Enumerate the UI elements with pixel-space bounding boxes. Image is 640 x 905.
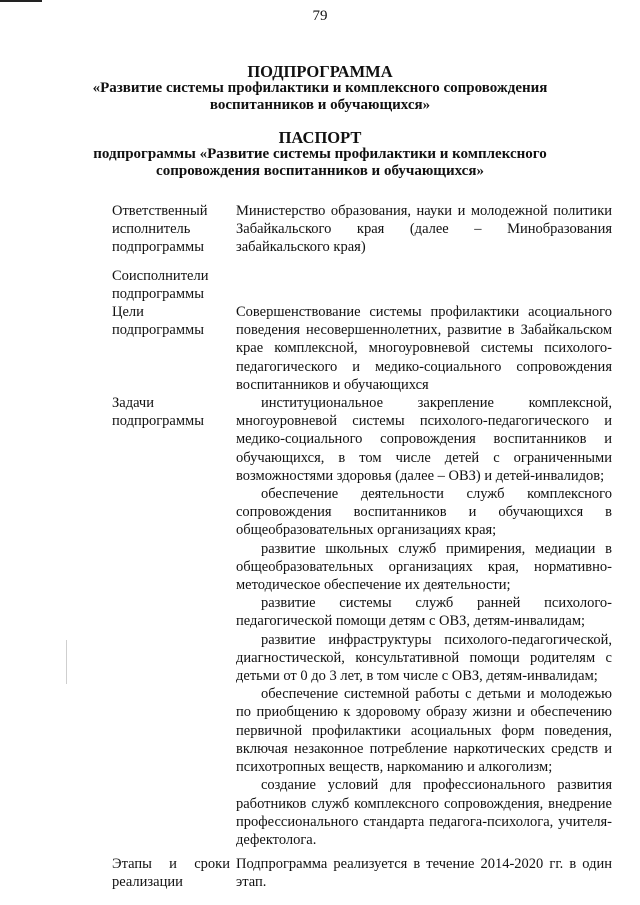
task-item: обеспечение деятельности служб комплексного сопровождения воспитанников и обучающихся в общеобразовательных организациях края; [236, 486, 612, 539]
row-responsible [112, 202, 612, 257]
label-stages: Этапы и сроки реализации [112, 856, 230, 891]
tasks-list [236, 394, 612, 849]
row-goals [112, 303, 612, 394]
label-coexecutors: Соисполнители подпрограммы [112, 267, 209, 302]
page-number: 79 [312, 8, 328, 24]
subprogram-title: ПОДПРОГРАММА [247, 62, 393, 81]
scan-margin-mark [66, 640, 67, 684]
task-item: развитие школьных служб примирения, медиации в общеобразовательных организациях края, нормативно-методическое обеспечение их деятельности; [236, 540, 612, 594]
passport-title: ПАСПОРТ [278, 128, 362, 147]
task-item: развитие системы служб ранней психолого-педагогической помощи детям с ОВЗ, детям-инвалидам; [236, 595, 612, 630]
label-responsible: Ответственный исполнитель подпрограммы [112, 203, 208, 256]
content-stages: Подпрограмма реализуется в течение 2014-2020 гг. в один этап. [236, 856, 612, 891]
task-item: создание условий для профессионального развития работников служб комплексного сопровождения, внедрение профессионального стандарта педагога-психолога, учителя-дефектолога. [236, 777, 612, 848]
content-coexecutors [236, 267, 612, 303]
row-tasks [112, 394, 612, 849]
task-item: институциональное закрепление комплексной, многоуровневой системы психолого-педагогического и медико-социального сопровождения воспитанников и обучающихся, в том числе детей с ограниченными возможностями здоровья (далее – ОВЗ) и детей-инвалидов; [236, 395, 612, 484]
passport-table [112, 202, 612, 892]
subprogram-subtitle: «Развитие системы профилактики и комплексного сопровождения воспитанников и обучающихся» [92, 80, 548, 113]
task-item: обеспечение системной работы с детьми и молодежью по приобщению к здоровому образу жизни и обеспечению первичной профилактики асоциальных форм поведения, включая незаконное потребление наркотических средств и психотропных веществ, наркоманию и алкоголизм; [236, 686, 612, 776]
content-responsible: Министерство образования, науки и молодежной политики Забайкальского края (далее – Минобразования забайкальского края) [236, 203, 612, 256]
task-item: развитие инфраструктуры психолого-педагогической, диагностической, консультативной помощи родителям с детьми от 0 до 3 лет, в том числе с ОВЗ, детям-инвалидам; [236, 631, 612, 685]
label-tasks: Задачи подпрограммы [112, 395, 204, 430]
passport-subtitle: подпрограммы «Развитие системы профилактики и комплексного сопровождения воспитанников и обучающихся» [93, 146, 547, 179]
label-goals: Цели подпрограммы [112, 304, 204, 339]
top-rule [0, 0, 42, 2]
spacer [112, 257, 612, 267]
row-coexecutors [112, 267, 612, 303]
content-goals: Совершенствование системы профилактики асоциального поведения несовершеннолетних, развитие в Забайкальском крае комплексной, многоуровневой системы психолого-педагогического и медико-социального сопровождения воспитанников и обучающихся [236, 304, 612, 393]
row-stages [112, 855, 612, 891]
